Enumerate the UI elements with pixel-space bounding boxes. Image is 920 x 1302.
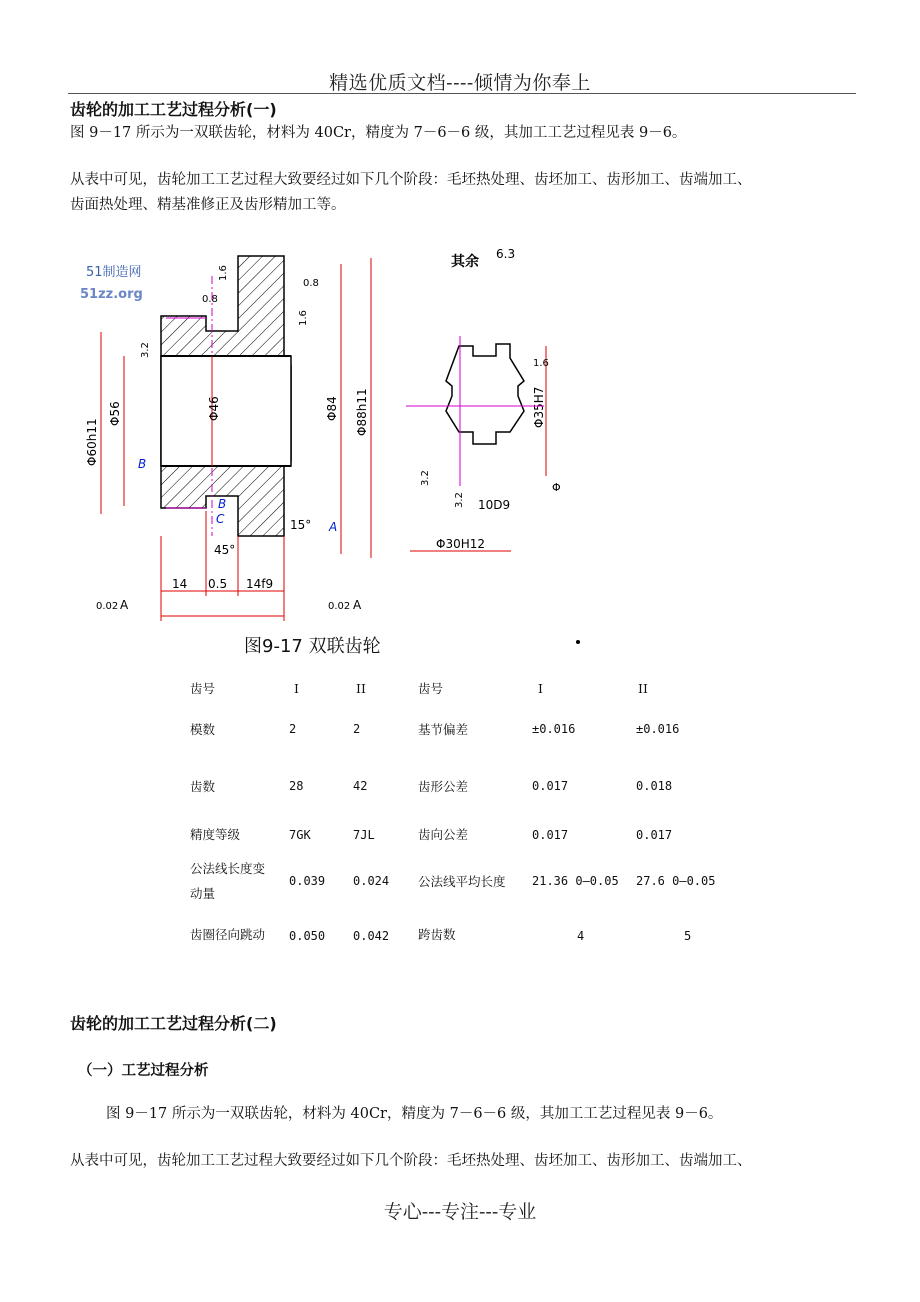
cell-r4-c3: 公法线平均长度 bbox=[418, 874, 506, 889]
label-b2: B bbox=[218, 497, 227, 511]
dim-d60: Φ60h11 bbox=[85, 418, 99, 466]
dim-w10: 10D9 bbox=[478, 498, 511, 512]
cell-r2-c3: 齿形公差 bbox=[418, 779, 469, 794]
section1-paragraph-1: 图 9－17 所示为一双联齿轮，材料为 40Cr，精度为 7－6－6 级，其加工工艺过程见表 9－6。 bbox=[70, 125, 687, 141]
cell-r3-c0: 精度等级 bbox=[190, 827, 241, 842]
cell-r1-c5: ±0.016 bbox=[636, 722, 680, 736]
rough-16c: 1.6 bbox=[533, 358, 549, 369]
cell-r1-c1: 2 bbox=[289, 722, 297, 736]
cell-r0-c1: I bbox=[294, 681, 299, 696]
page-footer: 专心---专注---专业 bbox=[383, 1201, 537, 1223]
roughness-note-value: 6.3 bbox=[496, 247, 516, 261]
cell-r3-c2: 7JL bbox=[353, 828, 375, 842]
cell-r0-c4: I bbox=[538, 681, 543, 696]
rough-08a: 0.8 bbox=[202, 294, 218, 305]
cell-r3-c5: 0.017 bbox=[636, 828, 673, 842]
roughness-note: 其余 bbox=[451, 254, 479, 270]
cell-r1-c4: ±0.016 bbox=[532, 722, 576, 736]
rough-16a: 1.6 bbox=[218, 265, 229, 281]
cell-r4-c2: 0.024 bbox=[353, 874, 390, 888]
watermark-line-1: 51制造网 bbox=[86, 265, 142, 280]
section2-paragraph-1: 图 9－17 所示为一双联齿轮，材料为 40Cr，精度为 7－6－6 级，其加工工艺过程见表 9－6。 bbox=[106, 1106, 723, 1122]
rough-08b: 0.8 bbox=[303, 278, 319, 289]
rough-32a: 3.2 bbox=[140, 342, 151, 358]
datum-a2: A bbox=[353, 598, 362, 612]
section2-subheading: （一）工艺过程分析 bbox=[78, 1063, 209, 1079]
cell-r0-c3: 齿号 bbox=[418, 681, 444, 696]
cell-r2-c4: 0.017 bbox=[532, 779, 569, 793]
section2-paragraph-2-line-1: 从表中可见，齿轮加工工艺过程大致要经过如下几个阶段：毛坯热处理、齿坯加工、齿形加工、齿端加工、 bbox=[70, 1153, 752, 1169]
section1-paragraph-2-line-2: 齿面热处理、精基准修正及齿形精加工等。 bbox=[70, 197, 346, 213]
cell-r4-c5: 27.6 0—0.05 bbox=[636, 874, 716, 888]
label-a1: A bbox=[329, 520, 338, 534]
cell-r6-c0: 齿圈径向跳动 bbox=[190, 927, 266, 942]
label-b1: B bbox=[138, 457, 147, 471]
cell-r0-c5: II bbox=[638, 681, 648, 696]
cell-r2-c2: 42 bbox=[353, 779, 368, 793]
cell-r6-c4: 4 bbox=[577, 929, 585, 943]
dim-d35: Φ35H7 bbox=[532, 386, 546, 428]
cell-r2-c1: 28 bbox=[289, 779, 304, 793]
cell-r3-c1: 7GK bbox=[289, 828, 311, 842]
cell-r1-c0: 模数 bbox=[190, 722, 216, 737]
tol-a: 0.02 bbox=[96, 601, 119, 612]
watermark-line-2: 51zz.org bbox=[80, 287, 143, 302]
dim-l14: 14 bbox=[172, 577, 188, 591]
angle-45: 45° bbox=[214, 543, 236, 557]
cell-r2-c5: 0.018 bbox=[636, 779, 673, 793]
rough-16b: 1.6 bbox=[298, 310, 309, 326]
cell-r6-c3: 跨齿数 bbox=[418, 927, 456, 942]
dim-l05: 0.5 bbox=[208, 577, 228, 591]
dim-d56: Φ56 bbox=[108, 401, 122, 426]
cell-r1-c2: 2 bbox=[353, 722, 361, 736]
cell-r6-c2: 0.042 bbox=[353, 929, 390, 943]
rough-32b: 3.2 bbox=[420, 470, 431, 486]
cell-r0-c2: II bbox=[356, 681, 366, 696]
dim-d84: Φ84 bbox=[325, 396, 339, 421]
section2-heading: 齿轮的加工工艺过程分析(二) bbox=[70, 1014, 277, 1033]
page-header-title: 精选优质文档----倾情为你奉上 bbox=[329, 72, 591, 94]
cell-r1-c3: 基节偏差 bbox=[418, 722, 469, 737]
section1-heading: 齿轮的加工工艺过程分析(一) bbox=[70, 100, 277, 119]
rough-32c: 3.2 bbox=[454, 492, 465, 508]
angle-15: 15° bbox=[290, 518, 312, 532]
datum-a1: A bbox=[120, 598, 129, 612]
cell-r0-c0: 齿号 bbox=[190, 681, 216, 696]
cell-r2-c0: 齿数 bbox=[190, 779, 216, 794]
label-c: C bbox=[216, 512, 225, 526]
cell-r4-c1: 0.039 bbox=[289, 874, 326, 888]
cell-r6-c1: 0.050 bbox=[289, 929, 326, 943]
dim-l14f: 14f9 bbox=[246, 577, 274, 591]
cell-r3-c3: 齿向公差 bbox=[418, 827, 469, 842]
dim-d30: Φ30H12 bbox=[436, 537, 486, 551]
cell-r6-c5: 5 bbox=[684, 929, 692, 943]
dim-d88: Φ88h11 bbox=[355, 388, 369, 436]
cell-r4-c0: 公法线长度变 bbox=[190, 861, 266, 876]
spline-symbol: Φ bbox=[552, 481, 561, 494]
cell-r3-c4: 0.017 bbox=[532, 828, 569, 842]
cell-r4-c4: 21.36 0—0.05 bbox=[532, 874, 619, 888]
tol-b: 0.02 bbox=[328, 601, 351, 612]
cell-r5-c0: 动量 bbox=[190, 886, 216, 901]
dim-d46: Φ46 bbox=[207, 396, 221, 421]
section1-paragraph-2-line-1: 从表中可见，齿轮加工工艺过程大致要经过如下几个阶段：毛坯热处理、齿坯加工、齿形加工、齿端加工、 bbox=[70, 172, 752, 188]
figure-caption: 图9-17 双联齿轮 bbox=[244, 636, 381, 657]
